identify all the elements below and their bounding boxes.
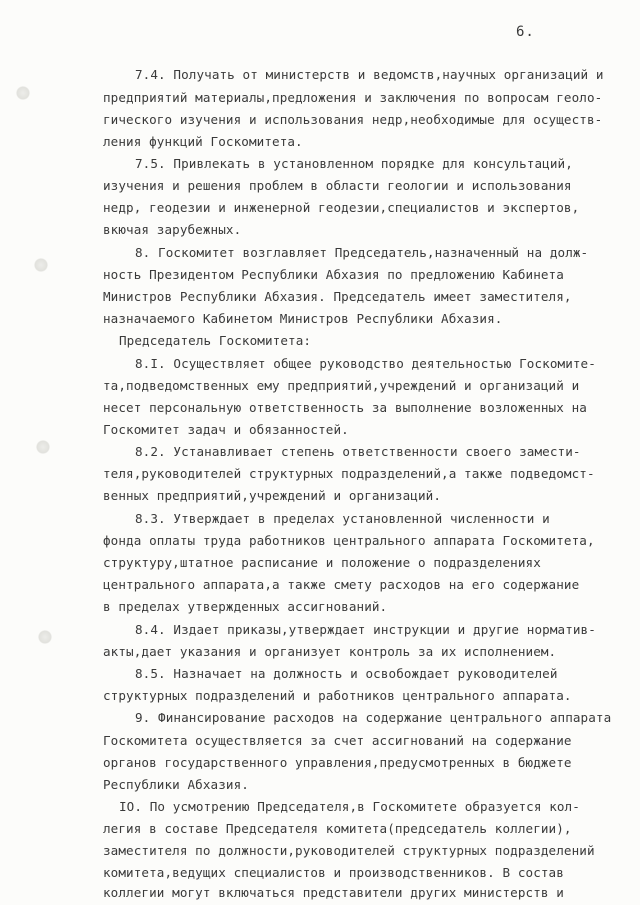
text-line: 8. Госкомитет возглавляет Председатель,назначенный на долж- <box>135 245 589 260</box>
text-line: Министров Республики Абхазия. Председатель имеет заместителя, <box>103 289 572 304</box>
page-number: 6. <box>516 24 535 40</box>
text-line: акты,дает указания и организует контроль за их исполнением. <box>103 644 557 659</box>
text-line: IO. По усмотрению Председателя,в Госкомитете образуется кол- <box>119 799 580 814</box>
text-line: назначаемого Кабинетом Министров Республики Абхазия. <box>103 311 503 326</box>
text-line: 8.2. Устанавливает степень ответственности своего замести- <box>135 444 581 459</box>
text-line: 8.5. Назначает на должность и освобождает руководителей <box>135 666 558 681</box>
text-line: заместителя по должности,руководителей структурных подразделений <box>103 843 595 858</box>
text-line: ность Президентом Республики Абхазия по предложению Кабинета <box>103 267 564 282</box>
text-line: структуру,штатное расписание и положение о подразделениях <box>103 555 541 570</box>
text-line: та,подведомственных ему предприятий,учреждений и организаций и <box>103 378 580 393</box>
punch-hole-mark <box>34 258 48 272</box>
text-line: теля,руководителей структурных подразделений,а также подведомст- <box>103 466 595 481</box>
text-line: центрального аппарата,а также смету расходов на его содержание <box>103 577 580 592</box>
text-line: 8.4. Издает приказы,утверждает инструкции и другие норматив- <box>135 622 596 637</box>
text-line: 8.3. Утверждает в пределах установленной численности и <box>135 511 550 526</box>
text-line: структурных подразделений и работников центрального аппарата. <box>103 688 572 703</box>
text-line: предприятий материалы,предложения и заключения по вопросам геоло- <box>103 90 603 105</box>
text-line: венных предприятий,учреждений и организаций. <box>103 488 442 503</box>
text-line: комитета,ведущих специалистов и производственников. В состав <box>103 865 564 880</box>
text-line: органов государственного управления,предусмотренных в бюджете <box>103 755 572 770</box>
punch-hole-mark <box>16 86 30 100</box>
text-line: гического изучения и использования недр,необходимые для осуществ- <box>103 112 603 127</box>
text-line: 8.I. Осуществляет общее руководство деятельностью Госкомите- <box>135 356 596 371</box>
text-line: 9. Финансирование расходов на содержание центрального аппарата <box>135 710 612 725</box>
text-line: недр, геодезии и инженерной геодезии,специалистов и экспертов, <box>103 200 580 215</box>
text-line: 7.4. Получать от министерств и ведомств,научных организаций и <box>135 67 604 82</box>
punch-hole-mark <box>36 440 50 454</box>
text-line: фонда оплаты труда работников центрального аппарата Госкомитета, <box>103 533 595 548</box>
text-line: Госкомитет задач и обязанностей. <box>103 422 349 437</box>
text-line: 7.5. Привлекать в установленном порядке для консультаций, <box>135 156 573 171</box>
text-line: в пределах утвержденных ассигнований. <box>103 599 388 614</box>
text-line: легия в составе Председателя комитета(председатель коллегии), <box>103 821 572 836</box>
text-line: ления функций Госкомитета. <box>103 134 303 149</box>
punch-hole-mark <box>38 630 52 644</box>
text-line: Председатель Госкомитета: <box>119 333 312 348</box>
text-line: Госкомитета осуществляется за счет ассигнований на содержание <box>103 733 572 748</box>
text-line: вкючая зарубежных. <box>103 222 242 237</box>
text-line: несет персональную ответственность за выполнение возложенных на <box>103 400 587 415</box>
text-line: Республики Абхазия. <box>103 777 249 792</box>
text-line: изучения и решения проблем в области геологии и использования <box>103 178 572 193</box>
text-line: коллегии могут включаться представители других министерств и <box>103 885 564 900</box>
